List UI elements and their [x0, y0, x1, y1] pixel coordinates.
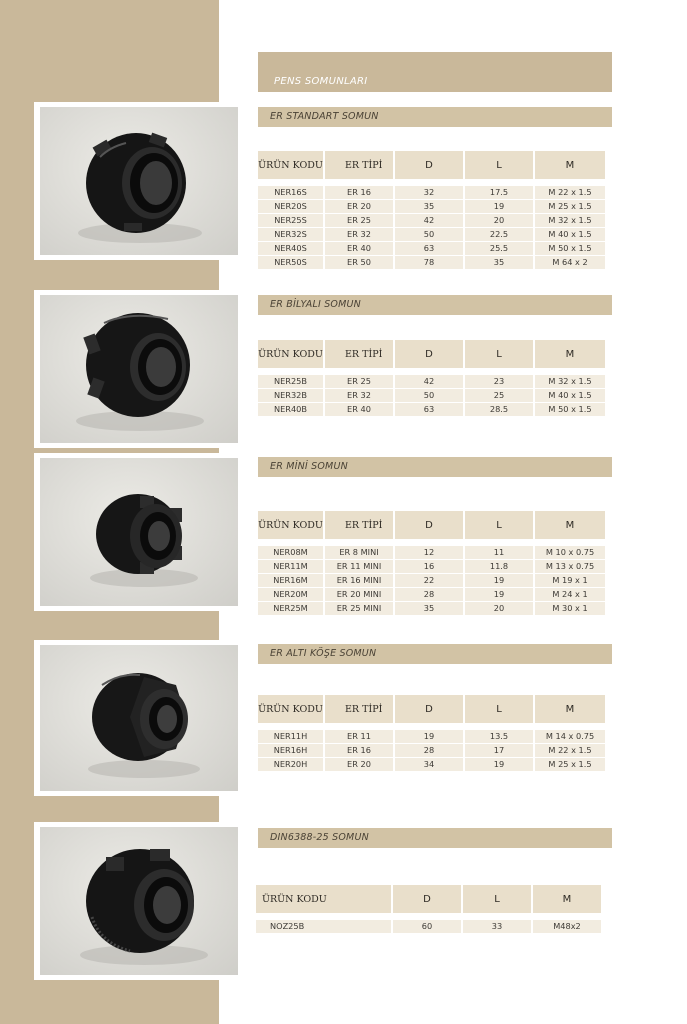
header-m: M	[534, 511, 606, 539]
table-row	[258, 588, 606, 602]
cell-d: 34	[394, 758, 464, 772]
cell-d: 16	[394, 560, 464, 574]
cell-l: 19	[464, 574, 534, 588]
header-l: L	[462, 885, 532, 913]
table-row	[256, 920, 602, 934]
cell-d: 22	[394, 574, 464, 588]
table-row	[258, 186, 606, 200]
table-row	[258, 403, 606, 417]
section-title-mini: ER MİNİ SOMUN	[258, 457, 612, 477]
cell-l: 28.5	[464, 403, 534, 417]
cell-type: ER 25 MINI	[324, 602, 394, 616]
cell-m: M 22 x 1.5	[534, 744, 606, 758]
table-row	[258, 730, 606, 744]
cell-d: 35	[394, 200, 464, 214]
table-standard	[258, 151, 607, 269]
cell-code: NER50S	[258, 256, 324, 270]
din-nut-image	[40, 827, 238, 975]
cell-d: 42	[394, 214, 464, 228]
header-l: L	[464, 151, 534, 179]
photo-ball-nut	[34, 290, 242, 448]
cell-d: 63	[394, 242, 464, 256]
header-code: ÜRÜN KODU	[258, 511, 324, 539]
cell-l: 20	[464, 602, 534, 616]
header-code: ÜRÜN KODU	[256, 885, 392, 913]
cell-code: NER40S	[258, 242, 324, 256]
cell-m: M 30 x 1	[534, 602, 606, 616]
cell-d: 63	[394, 403, 464, 417]
cell-m: M 50 x 1.5	[534, 403, 606, 417]
standard-nut-image	[40, 107, 238, 255]
cell-m: M 64 x 2	[534, 256, 606, 270]
cell-code: NER20H	[258, 758, 324, 772]
header-type: ER TİPİ	[324, 695, 394, 723]
cell-l: 19	[464, 758, 534, 772]
cell-m: M 14 x 0.75	[534, 730, 606, 744]
page-title: PENS SOMUNLARI	[274, 76, 368, 87]
cell-code: NER25B	[258, 375, 324, 389]
cell-d: 32	[394, 186, 464, 200]
cell-l: 35	[464, 256, 534, 270]
table-row	[258, 560, 606, 574]
header-type: ER TİPİ	[324, 151, 394, 179]
header-code: ÜRÜN KODU	[258, 695, 324, 723]
cell-type: ER 40	[324, 403, 394, 417]
cell-l: 25.5	[464, 242, 534, 256]
table-row	[258, 256, 606, 270]
table-ball	[258, 340, 607, 416]
cell-l: 11.8	[464, 560, 534, 574]
header-type: ER TİPİ	[324, 511, 394, 539]
cell-type: ER 25	[324, 214, 394, 228]
cell-code: NER16S	[258, 186, 324, 200]
cell-d: 28	[394, 744, 464, 758]
cell-l: 33	[462, 920, 532, 934]
cell-l: 11	[464, 546, 534, 560]
cell-l: 22.5	[464, 228, 534, 242]
table-hex	[258, 695, 607, 771]
cell-type: ER 50	[324, 256, 394, 270]
table-header	[258, 151, 606, 179]
cell-m: M 32 x 1.5	[534, 375, 606, 389]
table-mini	[258, 511, 607, 615]
header-m: M	[534, 695, 606, 723]
header-d: D	[392, 885, 462, 913]
cell-m: M 32 x 1.5	[534, 214, 606, 228]
cell-type: ER 40	[324, 242, 394, 256]
header-d: D	[394, 511, 464, 539]
cell-m: M 40 x 1.5	[534, 389, 606, 403]
header-m: M	[534, 151, 606, 179]
table-row	[258, 200, 606, 214]
cell-l: 13.5	[464, 730, 534, 744]
header-l: L	[464, 511, 534, 539]
table-row	[258, 214, 606, 228]
header-code: ÜRÜN KODU	[258, 151, 324, 179]
ball-nut-image	[40, 295, 238, 443]
section-title-din: DIN6388-25 SOMUN	[258, 828, 612, 848]
cell-m: M 13 x 0.75	[534, 560, 606, 574]
table-header	[256, 885, 602, 913]
cell-type: ER 20	[324, 758, 394, 772]
table-row	[258, 574, 606, 588]
cell-l: 17	[464, 744, 534, 758]
table-row	[258, 375, 606, 389]
cell-d: 19	[394, 730, 464, 744]
cell-code: NER25M	[258, 602, 324, 616]
cell-code: NER20S	[258, 200, 324, 214]
cell-type: ER 20 MINI	[324, 588, 394, 602]
section-title-ball: ER BİLYALI SOMUN	[258, 295, 612, 315]
cell-m: M 25 x 1.5	[534, 200, 606, 214]
cell-d: 42	[394, 375, 464, 389]
table-row	[258, 242, 606, 256]
cell-d: 35	[394, 602, 464, 616]
header-d: D	[394, 340, 464, 368]
cell-m: M 22 x 1.5	[534, 186, 606, 200]
table-header	[258, 340, 606, 368]
cell-m: M 19 x 1	[534, 574, 606, 588]
cell-m: M48x2	[532, 920, 602, 934]
cell-m: M 10 x 0.75	[534, 546, 606, 560]
table-row	[258, 602, 606, 616]
cell-type: ER 11 MINI	[324, 560, 394, 574]
header-type: ER TİPİ	[324, 340, 394, 368]
table-row	[258, 744, 606, 758]
page-title-bar	[258, 52, 612, 92]
cell-d: 50	[394, 228, 464, 242]
cell-m: M 50 x 1.5	[534, 242, 606, 256]
cell-d: 60	[392, 920, 462, 934]
section-title-standard: ER STANDART SOMUN	[258, 107, 612, 127]
cell-code: NER11M	[258, 560, 324, 574]
table-row	[258, 389, 606, 403]
cell-m: M 25 x 1.5	[534, 758, 606, 772]
table-row	[258, 546, 606, 560]
table-row	[258, 228, 606, 242]
table-din	[256, 885, 603, 933]
cell-code: NER32S	[258, 228, 324, 242]
cell-code: NER40B	[258, 403, 324, 417]
photo-din-nut	[34, 822, 242, 980]
header-m: M	[532, 885, 602, 913]
cell-l: 19	[464, 588, 534, 602]
section-title-hex: ER ALTI KÖŞE SOMUN	[258, 644, 612, 664]
mini-nut-image	[40, 458, 238, 606]
cell-d: 50	[394, 389, 464, 403]
cell-code: NER25S	[258, 214, 324, 228]
photo-mini-nut	[34, 453, 242, 611]
cell-code: NER32B	[258, 389, 324, 403]
cell-type: ER 11	[324, 730, 394, 744]
cell-code: NER08M	[258, 546, 324, 560]
photo-standard-nut	[34, 102, 242, 260]
header-code: ÜRÜN KODU	[258, 340, 324, 368]
header-d: D	[394, 151, 464, 179]
cell-code: NOZ25B	[256, 920, 392, 934]
cell-type: ER 16	[324, 744, 394, 758]
cell-l: 23	[464, 375, 534, 389]
cell-type: ER 16	[324, 186, 394, 200]
table-header	[258, 511, 606, 539]
table-header	[258, 695, 606, 723]
cell-m: M 24 x 1	[534, 588, 606, 602]
cell-code: NER16H	[258, 744, 324, 758]
table-row	[258, 758, 606, 772]
cell-d: 28	[394, 588, 464, 602]
hex-nut-image	[40, 645, 238, 791]
cell-code: NER11H	[258, 730, 324, 744]
cell-code: NER20M	[258, 588, 324, 602]
cell-d: 78	[394, 256, 464, 270]
cell-d: 12	[394, 546, 464, 560]
cell-l: 19	[464, 200, 534, 214]
cell-code: NER16M	[258, 574, 324, 588]
cell-type: ER 32	[324, 228, 394, 242]
cell-m: M 40 x 1.5	[534, 228, 606, 242]
cell-type: ER 32	[324, 389, 394, 403]
cell-type: ER 20	[324, 200, 394, 214]
cell-type: ER 25	[324, 375, 394, 389]
header-m: M	[534, 340, 606, 368]
cell-type: ER 16 MINI	[324, 574, 394, 588]
cell-l: 25	[464, 389, 534, 403]
cell-type: ER 8 MINI	[324, 546, 394, 560]
header-d: D	[394, 695, 464, 723]
photo-hex-nut	[34, 640, 242, 796]
header-l: L	[464, 340, 534, 368]
cell-l: 20	[464, 214, 534, 228]
header-l: L	[464, 695, 534, 723]
cell-l: 17.5	[464, 186, 534, 200]
